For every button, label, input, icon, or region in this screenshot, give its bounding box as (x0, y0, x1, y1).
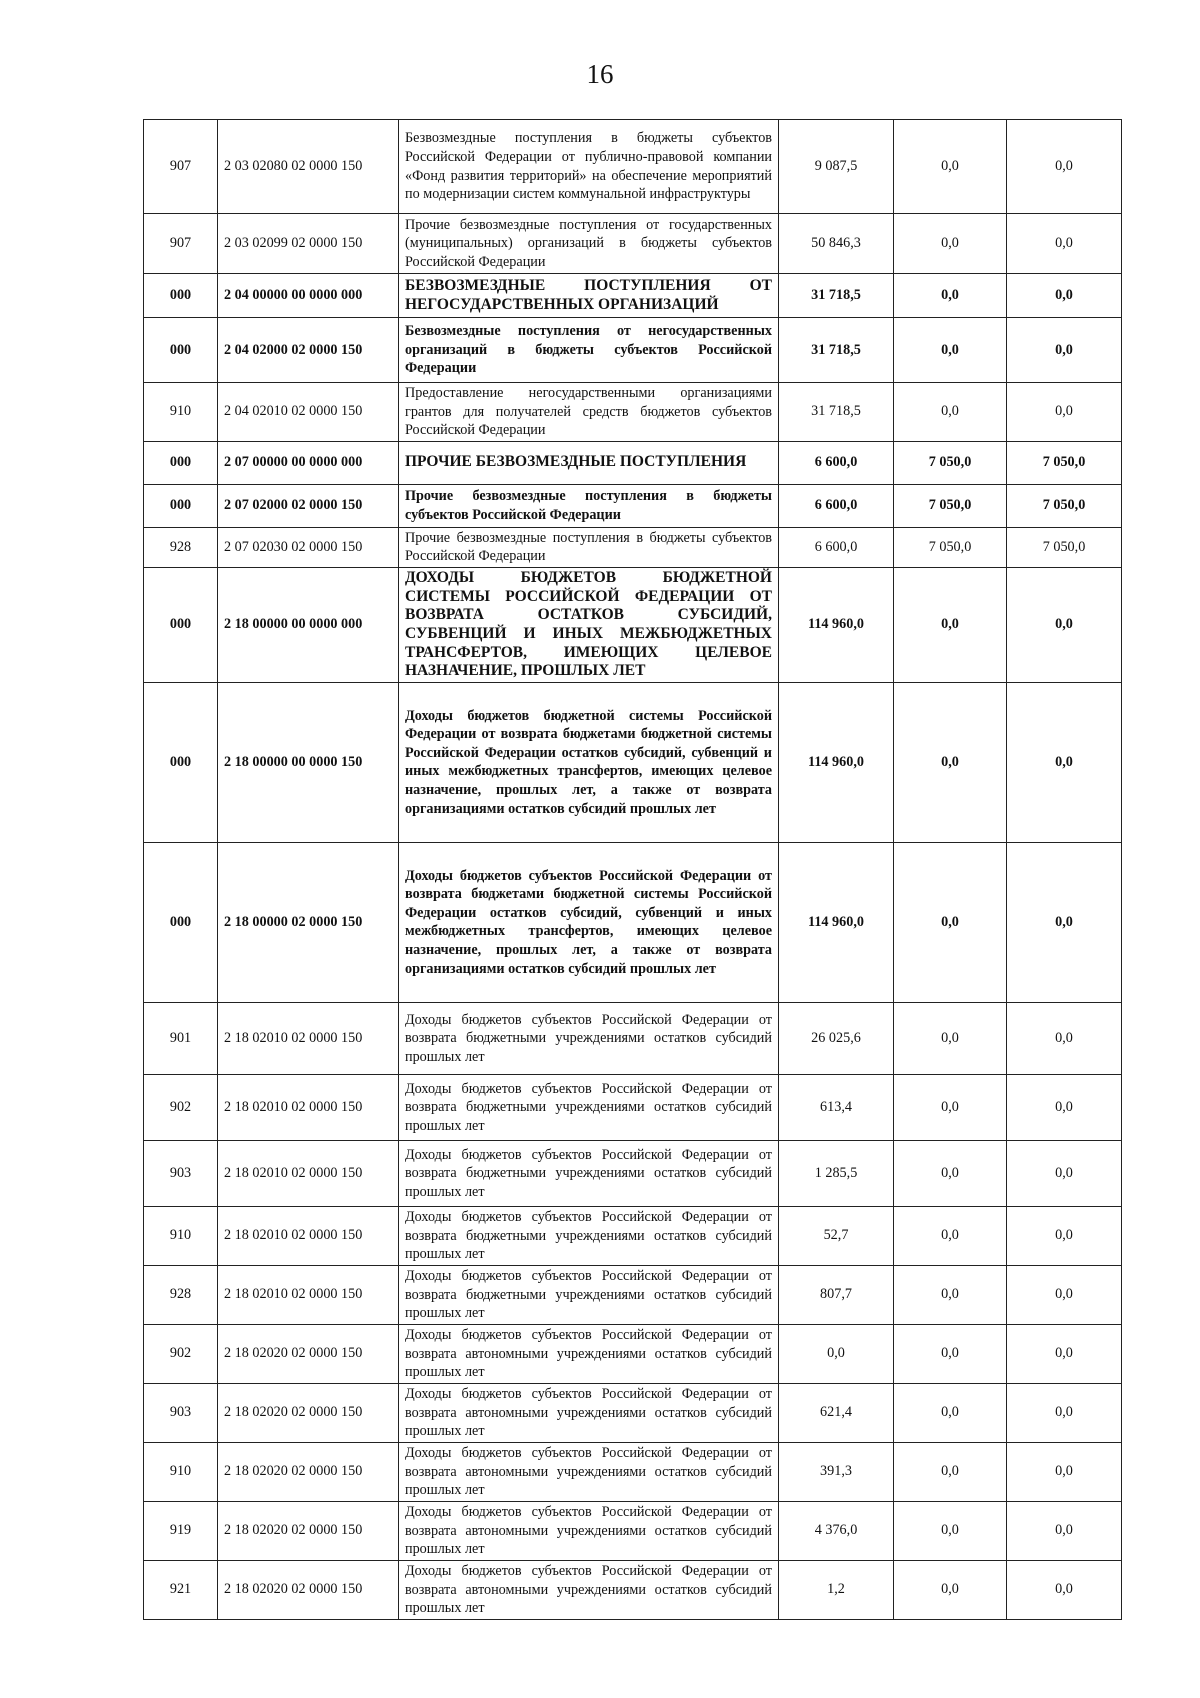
amount-year3-cell: 7 050,0 (1007, 527, 1122, 567)
budget-code-cell: 2 07 02000 02 0000 150 (218, 484, 399, 527)
amount-year1-cell: 6 600,0 (779, 484, 894, 527)
admin-code-cell: 000 (144, 567, 218, 682)
revenue-name-cell: Доходы бюджетов субъектов Российской Федерации от возврата автономными учреждениями остатков субсидий прошлых лет (399, 1560, 779, 1619)
revenue-name-cell: ДОХОДЫ БЮДЖЕТОВ БЮДЖЕТНОЙ СИСТЕМЫ РОССИЙСКОЙ ФЕДЕРАЦИИ ОТ ВОЗВРАТА ОСТАТКОВ СУБСИДИЙ, СУБВЕНЦИЙ И ИНЫХ МЕЖБЮДЖЕТНЫХ ТРАНСФЕРТОВ, ИМЕЮЩИХ ЦЕЛЕВОЕ НАЗНАЧЕНИЕ, ПРОШЛЫХ ЛЕТ (399, 567, 779, 682)
admin-code-cell: 921 (144, 1560, 218, 1619)
amount-year2-cell: 0,0 (894, 842, 1007, 1002)
revenue-name-cell: Доходы бюджетов субъектов Российской Федерации от возврата автономными учреждениями остатков субсидий прошлых лет (399, 1442, 779, 1501)
amount-year2-cell: 0,0 (894, 120, 1007, 214)
budget-code-cell: 2 04 00000 00 0000 000 (218, 274, 399, 318)
admin-code-cell: 907 (144, 120, 218, 214)
budget-code-cell: 2 18 02020 02 0000 150 (218, 1442, 399, 1501)
amount-year3-cell: 0,0 (1007, 1140, 1122, 1206)
budget-code-cell: 2 18 02010 02 0000 150 (218, 1002, 399, 1074)
revenue-name-cell: Доходы бюджетов субъектов Российской Федерации от возврата бюджетными учреждениями остатков субсидий прошлых лет (399, 1074, 779, 1140)
amount-year1-cell: 391,3 (779, 1442, 894, 1501)
amount-year3-cell: 0,0 (1007, 1501, 1122, 1560)
amount-year3-cell: 7 050,0 (1007, 441, 1122, 484)
amount-year3-cell: 0,0 (1007, 1206, 1122, 1265)
budget-code-cell: 2 07 00000 00 0000 000 (218, 441, 399, 484)
amount-year3-cell: 0,0 (1007, 1383, 1122, 1442)
table-row (144, 1501, 1122, 1560)
admin-code-cell: 000 (144, 274, 218, 318)
table-row (144, 441, 1122, 484)
revenue-name-cell: Доходы бюджетов субъектов Российской Федерации от возврата автономными учреждениями остатков субсидий прошлых лет (399, 1501, 779, 1560)
table-row (144, 1383, 1122, 1442)
amount-year3-cell: 0,0 (1007, 567, 1122, 682)
admin-code-cell: 000 (144, 842, 218, 1002)
amount-year3-cell: 0,0 (1007, 1560, 1122, 1619)
table-row (144, 120, 1122, 214)
amount-year2-cell: 0,0 (894, 1002, 1007, 1074)
revenue-name-cell: Доходы бюджетов субъектов Российской Федерации от возврата бюджетными учреждениями остатков субсидий прошлых лет (399, 1140, 779, 1206)
amount-year1-cell: 114 960,0 (779, 682, 894, 842)
amount-year1-cell: 114 960,0 (779, 567, 894, 682)
amount-year2-cell: 0,0 (894, 1140, 1007, 1206)
revenue-name-cell: Доходы бюджетов субъектов Российской Федерации от возврата бюджетными учреждениями остатков субсидий прошлых лет (399, 1206, 779, 1265)
budget-code-cell: 2 03 02080 02 0000 150 (218, 120, 399, 214)
amount-year2-cell: 0,0 (894, 1442, 1007, 1501)
admin-code-cell: 919 (144, 1501, 218, 1560)
amount-year3-cell: 0,0 (1007, 214, 1122, 274)
amount-year2-cell: 7 050,0 (894, 527, 1007, 567)
amount-year1-cell: 0,0 (779, 1324, 894, 1383)
table-row (144, 1324, 1122, 1383)
amount-year3-cell: 7 050,0 (1007, 484, 1122, 527)
amount-year2-cell: 0,0 (894, 1074, 1007, 1140)
table-row (144, 1442, 1122, 1501)
amount-year1-cell: 31 718,5 (779, 274, 894, 318)
table-row (144, 1560, 1122, 1619)
amount-year1-cell: 621,4 (779, 1383, 894, 1442)
budget-code-cell: 2 18 02010 02 0000 150 (218, 1265, 399, 1324)
table-row (144, 1206, 1122, 1265)
amount-year3-cell: 0,0 (1007, 1324, 1122, 1383)
amount-year1-cell: 26 025,6 (779, 1002, 894, 1074)
amount-year1-cell: 6 600,0 (779, 441, 894, 484)
amount-year3-cell: 0,0 (1007, 842, 1122, 1002)
revenue-name-cell: Доходы бюджетов субъектов Российской Федерации от возврата бюджетными учреждениями остатков субсидий прошлых лет (399, 1265, 779, 1324)
amount-year1-cell: 50 846,3 (779, 214, 894, 274)
admin-code-cell: 902 (144, 1074, 218, 1140)
table-row (144, 214, 1122, 274)
budget-code-cell: 2 04 02010 02 0000 150 (218, 383, 399, 442)
budget-code-cell: 2 18 02020 02 0000 150 (218, 1501, 399, 1560)
admin-code-cell: 903 (144, 1383, 218, 1442)
budget-code-cell: 2 18 02020 02 0000 150 (218, 1324, 399, 1383)
amount-year1-cell: 1,2 (779, 1560, 894, 1619)
page-number: 16 (586, 59, 614, 89)
admin-code-cell: 910 (144, 1206, 218, 1265)
budget-code-cell: 2 03 02099 02 0000 150 (218, 214, 399, 274)
amount-year2-cell: 0,0 (894, 214, 1007, 274)
amount-year2-cell: 0,0 (894, 1560, 1007, 1619)
amount-year2-cell: 0,0 (894, 1383, 1007, 1442)
table-row (144, 682, 1122, 842)
amount-year1-cell: 31 718,5 (779, 383, 894, 442)
budget-code-cell: 2 18 00000 00 0000 000 (218, 567, 399, 682)
amount-year3-cell: 0,0 (1007, 1442, 1122, 1501)
amount-year1-cell: 807,7 (779, 1265, 894, 1324)
admin-code-cell: 907 (144, 214, 218, 274)
amount-year2-cell: 0,0 (894, 1265, 1007, 1324)
table-row (144, 318, 1122, 383)
revenue-name-cell: Прочие безвозмездные поступления в бюджеты субъектов Российской Федерации (399, 484, 779, 527)
revenue-name-cell: Доходы бюджетов субъектов Российской Федерации от возврата автономными учреждениями остатков субсидий прошлых лет (399, 1383, 779, 1442)
admin-code-cell: 000 (144, 484, 218, 527)
amount-year1-cell: 31 718,5 (779, 318, 894, 383)
amount-year1-cell: 1 285,5 (779, 1140, 894, 1206)
amount-year2-cell: 0,0 (894, 1324, 1007, 1383)
table-row (144, 1140, 1122, 1206)
revenue-name-cell: ПРОЧИЕ БЕЗВОЗМЕЗДНЫЕ ПОСТУПЛЕНИЯ (399, 441, 779, 484)
budget-code-cell: 2 18 02020 02 0000 150 (218, 1383, 399, 1442)
admin-code-cell: 901 (144, 1002, 218, 1074)
amount-year1-cell: 4 376,0 (779, 1501, 894, 1560)
admin-code-cell: 910 (144, 383, 218, 442)
table-row (144, 1265, 1122, 1324)
table-row (144, 527, 1122, 567)
amount-year2-cell: 7 050,0 (894, 441, 1007, 484)
revenue-name-cell: БЕЗВОЗМЕЗДНЫЕ ПОСТУПЛЕНИЯ ОТ НЕГОСУДАРСТВЕННЫХ ОРГАНИЗАЦИЙ (399, 274, 779, 318)
revenue-name-cell: Доходы бюджетов субъектов Российской Федерации от возврата автономными учреждениями остатков субсидий прошлых лет (399, 1324, 779, 1383)
admin-code-cell: 903 (144, 1140, 218, 1206)
admin-code-cell: 000 (144, 682, 218, 842)
table-row (144, 1074, 1122, 1140)
amount-year2-cell: 0,0 (894, 567, 1007, 682)
revenue-name-cell: Доходы бюджетов субъектов Российской Федерации от возврата бюджетами бюджетной системы Российской Федерации остатков субсидий, субвенций и иных межбюджетных трансфертов, имеющих целевое назначение, прошлых лет, а также от возврата организациями остатков субсидий прошлых лет (399, 842, 779, 1002)
revenue-name-cell: Безвозмездные поступления от негосударственных организаций в бюджеты субъектов Российской Федерации (399, 318, 779, 383)
amount-year1-cell: 52,7 (779, 1206, 894, 1265)
amount-year1-cell: 6 600,0 (779, 527, 894, 567)
admin-code-cell: 928 (144, 527, 218, 567)
amount-year2-cell: 0,0 (894, 383, 1007, 442)
table-row (144, 567, 1122, 682)
amount-year3-cell: 0,0 (1007, 1265, 1122, 1324)
amount-year3-cell: 0,0 (1007, 383, 1122, 442)
amount-year3-cell: 0,0 (1007, 274, 1122, 318)
amount-year2-cell: 0,0 (894, 682, 1007, 842)
revenue-name-cell: Прочие безвозмездные поступления в бюджеты субъектов Российской Федерации (399, 527, 779, 567)
revenue-name-cell: Безвозмездные поступления в бюджеты субъектов Российской Федерации от публично-правовой компании «Фонд развития территорий» на обеспечение мероприятий по модернизации систем коммунальной инфраструктуры (399, 120, 779, 214)
admin-code-cell: 910 (144, 1442, 218, 1501)
amount-year2-cell: 0,0 (894, 1206, 1007, 1265)
table-row (144, 1002, 1122, 1074)
amount-year3-cell: 0,0 (1007, 120, 1122, 214)
admin-code-cell: 902 (144, 1324, 218, 1383)
budget-code-cell: 2 07 02030 02 0000 150 (218, 527, 399, 567)
revenue-name-cell: Предоставление негосударственными организациями грантов для получателей средств бюджетов субъектов Российской Федерации (399, 383, 779, 442)
amount-year2-cell: 0,0 (894, 318, 1007, 383)
amount-year2-cell: 0,0 (894, 274, 1007, 318)
revenue-name-cell: Доходы бюджетов субъектов Российской Федерации от возврата бюджетными учреждениями остатков субсидий прошлых лет (399, 1002, 779, 1074)
budget-code-cell: 2 18 02010 02 0000 150 (218, 1074, 399, 1140)
budget-code-cell: 2 18 02010 02 0000 150 (218, 1206, 399, 1265)
revenue-name-cell: Доходы бюджетов бюджетной системы Российской Федерации от возврата бюджетами бюджетной системы Российской Федерации остатков субсидий, субвенций и иных межбюджетных трансфертов, имеющих целевое назначение, прошлых лет, а также от возврата организациями остатков субсидий прошлых лет (399, 682, 779, 842)
budget-code-cell: 2 18 02020 02 0000 150 (218, 1560, 399, 1619)
amount-year1-cell: 9 087,5 (779, 120, 894, 214)
amount-year3-cell: 0,0 (1007, 1074, 1122, 1140)
revenue-table (143, 119, 1122, 1620)
amount-year1-cell: 114 960,0 (779, 842, 894, 1002)
amount-year2-cell: 7 050,0 (894, 484, 1007, 527)
table-row (144, 484, 1122, 527)
table-row (144, 274, 1122, 318)
amount-year2-cell: 0,0 (894, 1501, 1007, 1560)
admin-code-cell: 000 (144, 441, 218, 484)
admin-code-cell: 000 (144, 318, 218, 383)
amount-year3-cell: 0,0 (1007, 1002, 1122, 1074)
budget-code-cell: 2 18 00000 00 0000 150 (218, 682, 399, 842)
table-body (144, 120, 1122, 1620)
admin-code-cell: 928 (144, 1265, 218, 1324)
table-row (144, 383, 1122, 442)
amount-year3-cell: 0,0 (1007, 318, 1122, 383)
table-row (144, 842, 1122, 1002)
revenue-name-cell: Прочие безвозмездные поступления от государственных (муниципальных) организаций в бюджеты субъектов Российской Федерации (399, 214, 779, 274)
budget-code-cell: 2 18 02010 02 0000 150 (218, 1140, 399, 1206)
budget-code-cell: 2 18 00000 02 0000 150 (218, 842, 399, 1002)
amount-year3-cell: 0,0 (1007, 682, 1122, 842)
amount-year1-cell: 613,4 (779, 1074, 894, 1140)
budget-code-cell: 2 04 02000 02 0000 150 (218, 318, 399, 383)
